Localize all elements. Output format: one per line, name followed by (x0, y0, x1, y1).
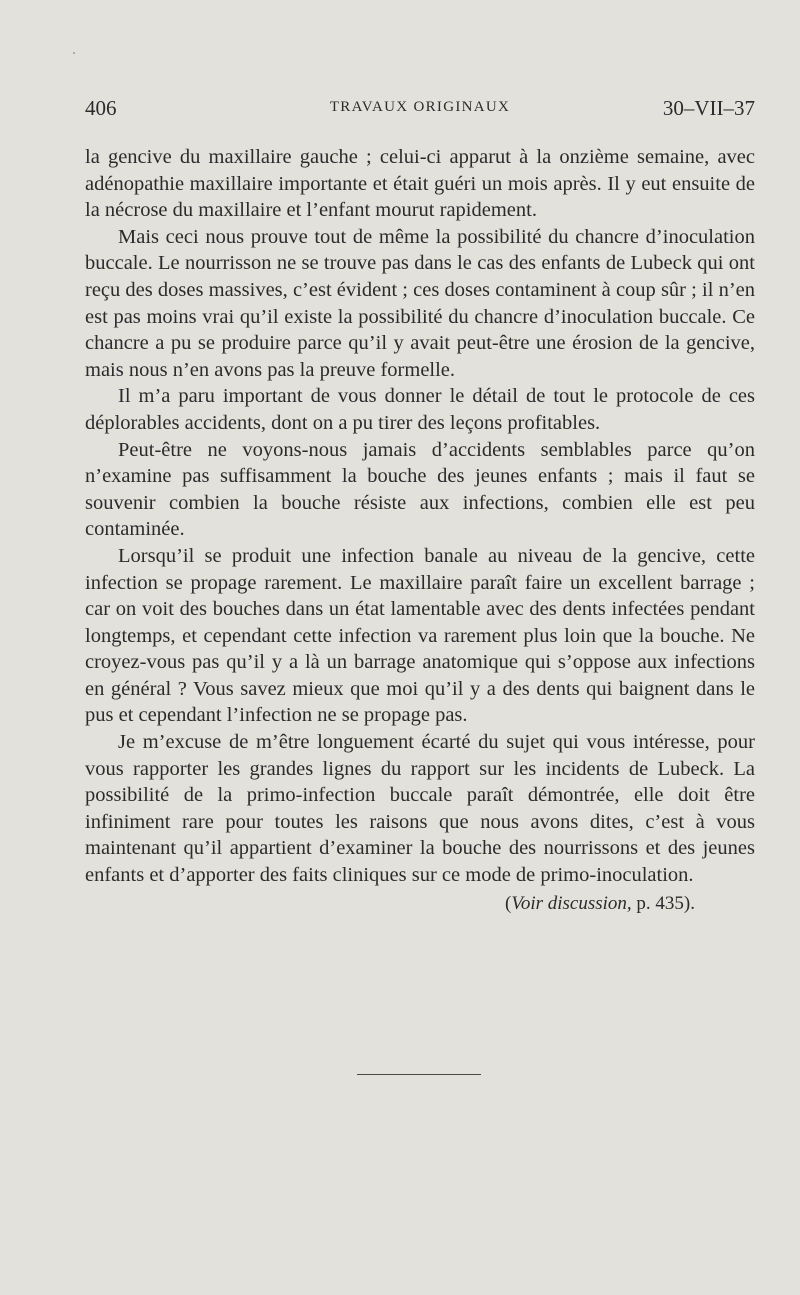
page-number: 406 (85, 96, 117, 120)
running-header (85, 96, 755, 126)
issue-date: 30–VII–37 (662, 96, 755, 120)
reference-label: Voir discussion, (511, 892, 632, 914)
reference-page: p. 435). (631, 892, 695, 914)
paragraph-5: Lorsqu’il se produit une infection banale au niveau de la gencive, cette infection se propage rarement. Le maxillaire paraît faire un excellent barrage ; car on voit des bouches dans un état lamentable avec des dents infectées pendant longtemps, et cependant cette infection va rarement plus loin que la bouche. Ne croyez-vous pas qu’il y a là un barrage anatomique qui s’oppose aux infections en général ? Vous savez mieux que moi qu’il y a des dents qui baignent dans le pus et cependant l’infection ne se propage pas. (85, 544, 755, 727)
paragraph-4: Peut-être ne voyons-nous jamais d’accidents semblables parce qu’on n’examine pas suffisamment la bouche des jeunes enfants ; mais il faut se souvenir combien la bouche résiste aux infections, combien elle est peu contaminée. (85, 438, 755, 541)
body-text (85, 144, 755, 917)
reference-open-paren: ( (504, 892, 512, 914)
section-end-rule (357, 1074, 481, 1075)
discussion-reference (85, 891, 755, 917)
paragraph-1: la gencive du maxillaire gauche ; celui-ci apparut à la onzième semaine, avec adénopathie maxillaire importante et était guéri un mois après. Il y eut ensuite de la nécrose du maxillaire et l’enfant mourut rapidement. (85, 146, 755, 222)
running-title: TRAVAUX ORIGINAUX (329, 99, 511, 115)
paragraph-6: Je m’excuse de m’être longuement écarté du sujet qui vous intéresse, pour vous rapporter les grandes lignes du rapport sur les incidents de Lubeck. La possibilité de la primo-infection buccale paraît démontrée, elle doit être infiniment rare pour toutes les raisons que nous avons dites, c’est à vous maintenant qu’il appartient d’examiner la bouche des nourrissons et des jeunes enfants et d’apporter des faits cliniques sur ce mode de primo-inoculation. (85, 731, 755, 887)
paper-speck (73, 52, 75, 54)
paragraph-3: Il m’a paru important de vous donner le détail de tout le protocole de ces déplorables accidents, dont on a pu tirer des leçons profitables. (85, 385, 755, 434)
paragraph-2: Mais ceci nous prouve tout de même la possibilité du chancre d’inoculation buccale. Le nourrisson ne se trouve pas dans le cas des enfants de Lubeck qui ont reçu des doses massives, c’est évident ; ces doses contaminent à coup sûr ; il n’en est pas moins vrai qu’il existe la possibilité du chancre d’inoculation buccale. Ce chancre a pu se produire parce qu’il y avait peut-être une érosion de la gencive, mais nous n’en avons pas la preuve formelle. (85, 225, 755, 381)
